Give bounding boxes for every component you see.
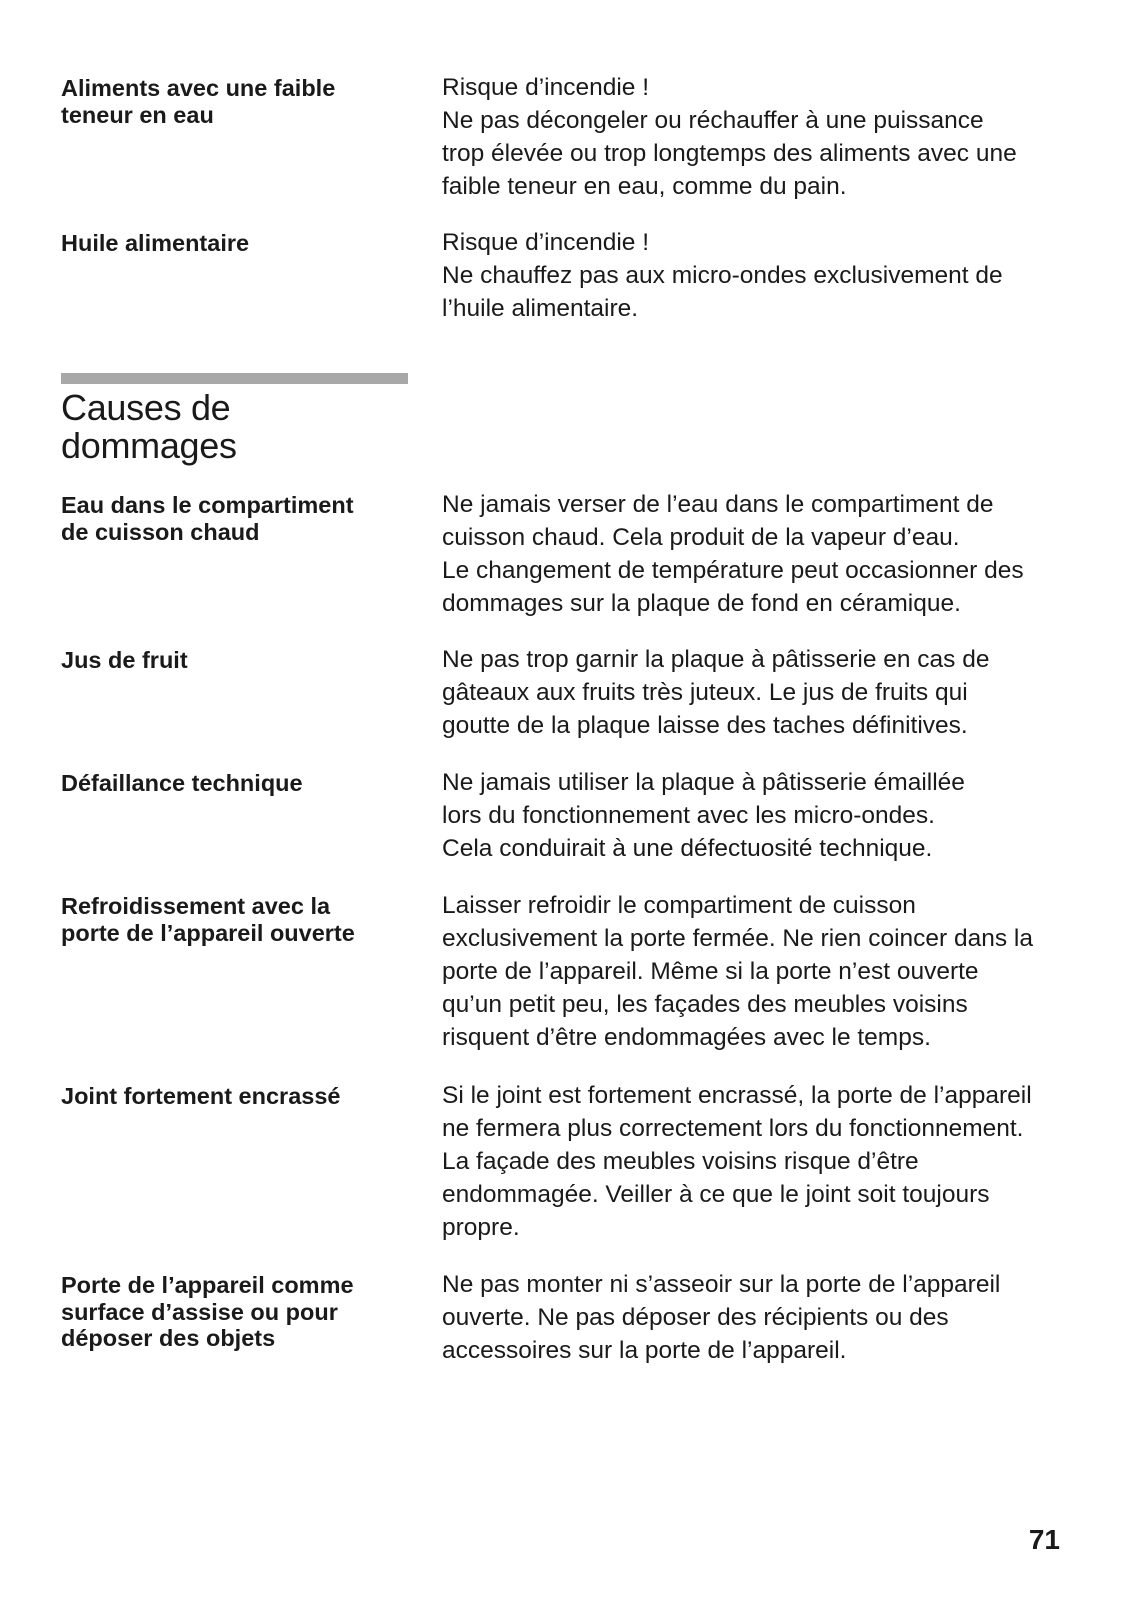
description-line: Laisser refroidir le compartiment de cuisson — [442, 892, 916, 919]
section-divider-bar — [61, 373, 408, 384]
description-line: lors du fonctionnement avec les micro-ondes. — [442, 802, 935, 829]
description-line: Risque d’incendie ! — [442, 74, 650, 101]
section-title: Causes de dommages — [61, 387, 237, 466]
entry-term: Eau dans le compartiment de cuisson chaud — [61, 492, 354, 545]
description-line: goutte de la plaque laisse des taches définitives. — [442, 712, 968, 739]
description-line: dommages sur la plaque de fond en céramique. — [442, 590, 961, 617]
entry-term: Défaillance technique — [61, 770, 303, 796]
description-line: Cela conduirait à une défectuosité technique. — [442, 835, 933, 862]
description-line: Ne chauffez pas aux micro-ondes exclusivement de — [442, 262, 1003, 289]
description-line: Ne pas trop garnir la plaque à pâtisserie en cas de — [442, 646, 990, 673]
description-line: exclusivement la porte fermée. Ne rien coincer dans la — [442, 925, 1034, 952]
description-line: endommagée. Veiller à ce que le joint soit toujours — [442, 1181, 990, 1208]
description-line: qu’un petit peu, les façades des meubles voisins — [442, 991, 968, 1018]
description-line: Ne pas décongeler ou réchauffer à une puissance — [442, 107, 984, 134]
page-number: 71 — [1028, 1524, 1060, 1555]
description-line: l’huile alimentaire. — [442, 295, 639, 322]
entry-term: Aliments avec une faible teneur en eau — [61, 75, 336, 128]
entry-description — [442, 1268, 1072, 1367]
entry-description — [442, 488, 1072, 620]
entry-description — [442, 1079, 1072, 1244]
description-line: Le changement de température peut occasionner des — [442, 557, 1024, 584]
entry-description — [442, 226, 1072, 325]
description-line: Ne jamais utiliser la plaque à pâtisserie émaillée — [442, 769, 965, 796]
description-line: Si le joint est fortement encrassé, la porte de l’appareil — [442, 1082, 1032, 1109]
entry-term: Refroidissement avec la porte de l’appareil ouverte — [61, 893, 355, 946]
description-line: propre. — [442, 1214, 520, 1241]
entry-description — [442, 889, 1072, 1054]
description-line: trop élevée ou trop longtemps des aliments avec une — [442, 140, 1017, 167]
entry-description — [442, 71, 1072, 203]
entry-term: Huile alimentaire — [61, 230, 250, 256]
entry-term: Porte de l’appareil comme surface d’assise ou pour déposer des objets — [61, 1272, 354, 1351]
description-line: risquent d’être endommagées avec le temps. — [442, 1024, 931, 1051]
description-line: ne fermera plus correctement lors du fonctionnement. — [442, 1115, 1024, 1142]
entry-term: Jus de fruit — [61, 647, 188, 673]
description-line: faible teneur en eau, comme du pain. — [442, 173, 847, 200]
description-line: La façade des meubles voisins risque d’être — [442, 1148, 919, 1175]
description-line: gâteaux aux fruits très juteux. Le jus de fruits qui — [442, 679, 968, 706]
description-line: porte de l’appareil. Même si la porte n’est ouverte — [442, 958, 979, 985]
description-line: Ne jamais verser de l’eau dans le compartiment de — [442, 491, 994, 518]
description-line: cuisson chaud. Cela produit de la vapeur d’eau. — [442, 524, 960, 551]
description-line: Ne pas monter ni s’asseoir sur la porte de l’appareil — [442, 1271, 1001, 1298]
entry-description — [442, 643, 1072, 742]
description-line: accessoires sur la porte de l’appareil. — [442, 1337, 847, 1364]
description-line: ouverte. Ne pas déposer des récipients ou des — [442, 1304, 949, 1331]
description-line: Risque d’incendie ! — [442, 229, 650, 256]
entry-term: Joint fortement encrassé — [61, 1083, 341, 1109]
entry-description — [442, 766, 1072, 865]
